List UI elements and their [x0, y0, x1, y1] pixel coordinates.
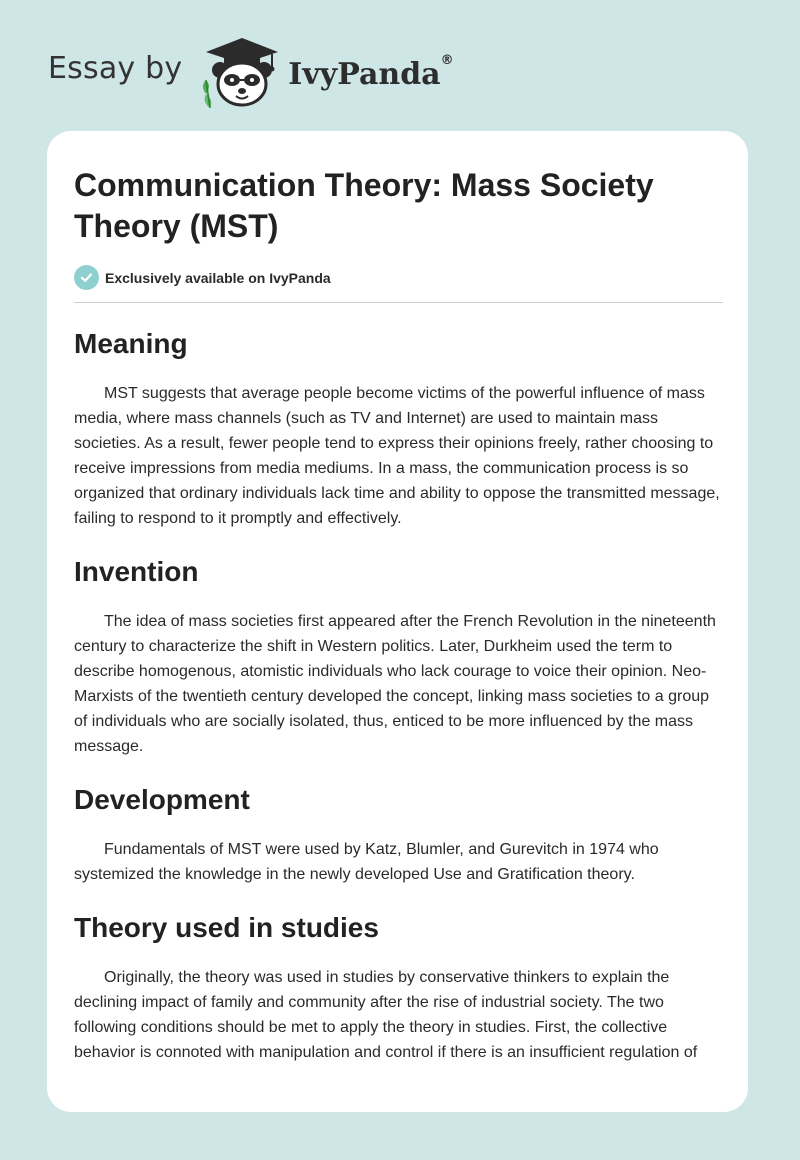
essay-card: [47, 131, 748, 1112]
section-paragraph: MST suggests that average people become victims of the powerful influence of mass media, where mass channels (such as TV and Internet) are used to maintain mass societies. As a result, fewer people tend to express their opinions freely, rather choosing to receive impressions from media mediums. In a mass, the communication process is so organized that ordinary individuals lack time and ability to oppose the transmitted message, failing to respond to it promptly and effectively.: [74, 385, 720, 527]
title-divider: [74, 302, 723, 303]
site-header: [48, 34, 508, 110]
section-heading: Theory used in studies: [74, 912, 379, 943]
exclusive-badge: [74, 265, 722, 290]
essay-by-label: Essay by: [48, 50, 183, 86]
essay-title: Communication Theory: Mass Society Theory (MST): [74, 167, 654, 244]
ivypanda-logo-icon[interactable]: [198, 34, 282, 110]
registered-mark: ®: [440, 52, 454, 68]
brand-name: IvyPanda®: [288, 52, 454, 92]
section-heading: Meaning: [74, 328, 188, 359]
section-heading: Invention: [74, 556, 199, 587]
check-circle-icon: [74, 265, 99, 290]
exclusive-badge-label: Exclusively available on IvyPanda: [105, 269, 331, 286]
section-paragraph: The idea of mass societies first appeared after the French Revolution in the nineteenth century to characterize the shift in Western politics. Later, Durkheim used the term to describe homogenous, atomistic individuals who lack courage to voice their opinion. Neo-Marxists of the twentieth century developed the concept, linking mass societies to a group of individuals who are socially isolated, thus, enticed to be more influenced by the mass message.: [74, 613, 716, 755]
section-paragraph: Originally, the theory was used in studies by conservative thinkers to explain the declining impact of family and community after the rise of industrial society. The two following conditions should be met to apply the theory in studies. First, the collective behavior is connoted with manipulation and control if there is an insufficient regulation of: [74, 969, 698, 1061]
section-heading: Development: [74, 784, 250, 815]
section-paragraph: Fundamentals of MST were used by Katz, Blumler, and Gurevitch in 1974 who systemized the knowledge in the newly developed Use and Gratification theory.: [74, 841, 659, 883]
